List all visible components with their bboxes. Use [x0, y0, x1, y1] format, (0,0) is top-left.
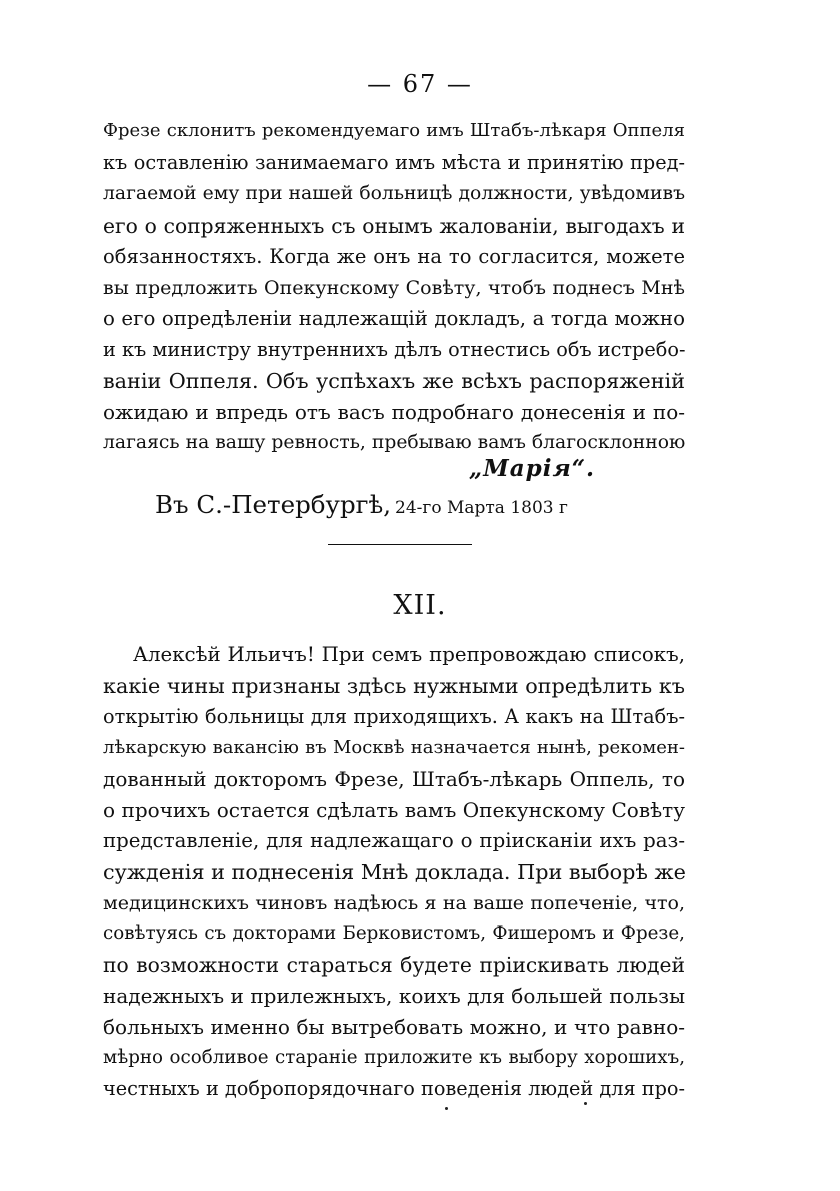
signature: „Марія“.	[469, 455, 595, 482]
text-line: обязанностяхъ. Когда же онъ на то согласится, можете	[103, 245, 685, 268]
text-line: честныхъ и добропорядочнаго поведенія людей для про-	[103, 1077, 685, 1100]
place: Въ С.-Петербургѣ,	[155, 490, 392, 519]
text-line: представленіе, для надлежащаго о пріисканіи ихъ раз-	[103, 829, 685, 852]
text-line: къ оставленію занимаемаго имъ мѣста и принятію пред-	[103, 151, 685, 174]
text-line: открытію больницы для приходящихъ. А какъ на Штабъ-	[103, 705, 685, 728]
text-line: сужденія и поднесенія Мнѣ доклада. При выборѣ же	[103, 860, 686, 884]
text-line: надежныхъ и прилежныхъ, коихъ для большей пользы	[103, 984, 685, 1008]
text-line: Фрезе склонитъ рекомендуемаго имъ Штабъ-лѣкаря Оппеля	[103, 120, 685, 141]
text-line: по возможности стараться будете пріискивать людей	[103, 953, 685, 977]
section-divider	[328, 544, 472, 545]
print-speck	[445, 1107, 448, 1110]
text-line: лагаемой ему при нашей больницѣ должности, увѣдомивъ	[103, 183, 685, 204]
text-line: дованный докторомъ Фрезе, Штабъ-лѣкарь Оппель, то	[103, 767, 685, 791]
text-line: о прочихъ остается сдѣлать вамъ Опекунскому Совѣту	[103, 798, 685, 822]
date: 24-го Марта 1803 г	[395, 498, 568, 518]
text-line: ожидаю и впредь отъ васъ подробнаго донесенія и по-	[103, 400, 685, 424]
place-date	[155, 490, 568, 519]
text-line: вы предложить Опекунскому Совѣту, чтобъ поднесъ Мнѣ	[103, 277, 685, 299]
text-line: какіе чины признаны здѣсь нужными опредѣлить къ	[103, 674, 685, 698]
page-number: — 67 —	[367, 70, 473, 98]
text-line: лѣкарскую вакансію въ Москвѣ назначается нынѣ, рекомен-	[103, 737, 685, 758]
text-line: лагаясь на вашу ревность, пребываю вамъ благосклонною	[103, 432, 686, 453]
text-line: и къ министру внутреннихъ дѣлъ отнестись объ истребо-	[103, 338, 686, 361]
text-line: совѣтуясь съ докторами Берковистомъ, Фишеромъ и Фрезе,	[103, 923, 685, 944]
print-speck	[584, 1102, 587, 1105]
text-line: мѣрно особливое стараніе приложите къ выбору хорошихъ,	[103, 1047, 685, 1068]
section-numeral: XII.	[393, 590, 447, 621]
text-line: о его опредѣленіи надлежащій докладъ, а тогда можно	[103, 307, 685, 330]
text-line: Алексѣй Ильичъ! При семъ препровождаю списокъ,	[133, 643, 685, 666]
text-line: больныхъ именно бы вытребовать можно, и что равно-	[103, 1015, 685, 1039]
text-line: ваніи Оппеля. Объ успѣхахъ же всѣхъ распоряженій	[103, 369, 685, 393]
text-line: его о сопряженныхъ съ онымъ жалованіи, выгодахъ и	[103, 214, 685, 238]
text-line: медицинскихъ чиновъ надѣюсь я на ваше попеченіе, что,	[103, 892, 685, 914]
